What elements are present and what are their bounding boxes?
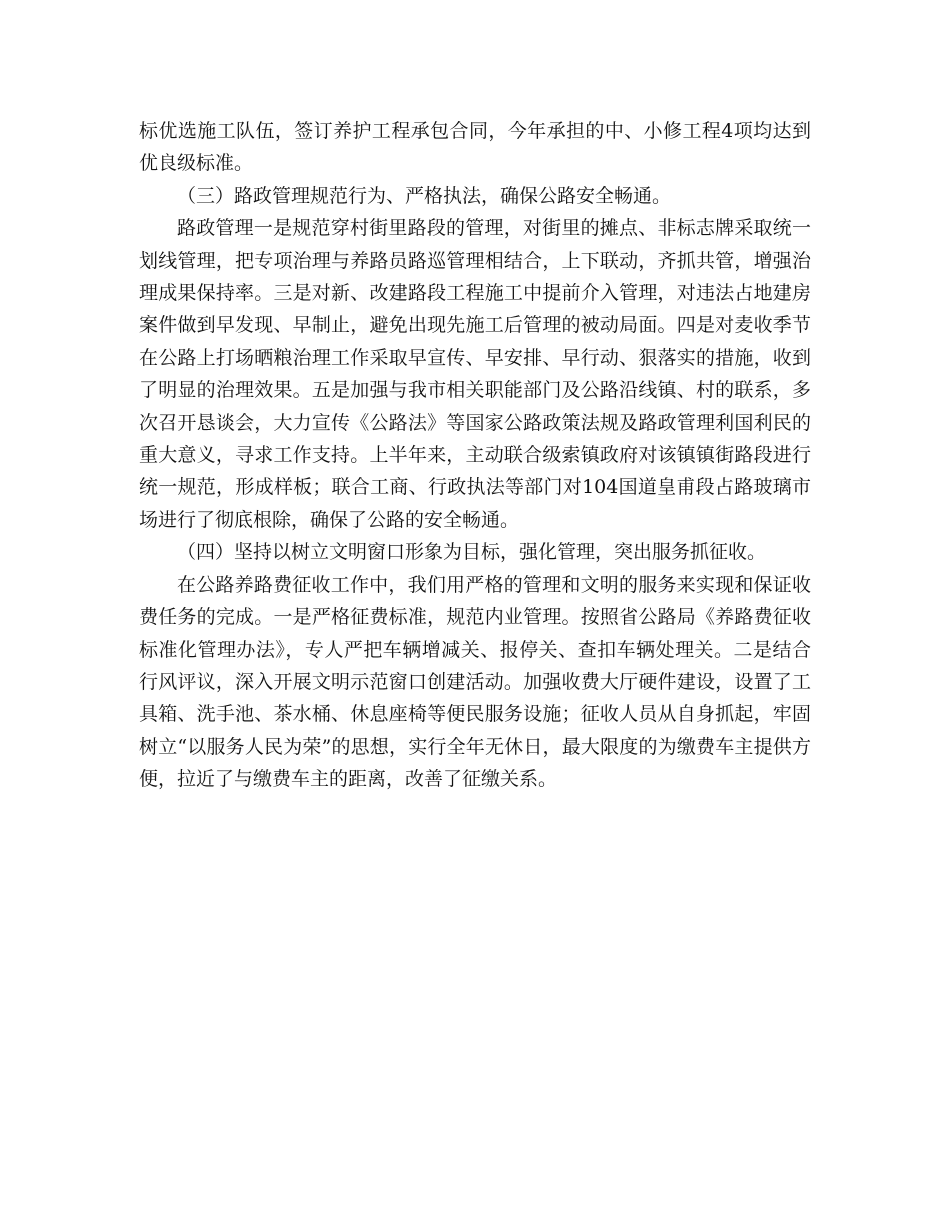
section-heading-4: （四）坚持以树立文明窗口形象为目标，强化管理，突出服务抓征收。 [177, 541, 767, 564]
section-heading-3: （三）路政管理规范行为、严格执法，确保公路安全畅通。 [177, 184, 672, 207]
paragraph-road-administration: 路政管理一是规范穿村街里路段的管理，对街里的摊点、非标志牌采取统一划线管理，把专项治理与养路员路巡管理相结合，上下联动，齐抓共管，增强治理成果保持率。三是对新、改建路段工程施工中提前介入管理，对违法占地建房案件做到早发现、早制止，避免出现先施工后管理的被动局面。四是对麦收季节在公路上打场晒粮治理工作采取早宣传、早安排、早行动、狠落实的措施，收到了明显的治理效果。五是加强与我市相关职能部门及公路沿线镇、村的联系，多次召开恳谈会，大力宣传《公路法》等国家公路政策法规及路政管理利国利民的重大意义，寻求工作支持。上半年来，主动联合级索镇政府对该镇镇街路段进行统一规范，形成样板；联合工商、行政执法等部门对104国道皇甫段占路玻璃市场进行了彻底根除，确保了公路的安全畅通。 [139, 217, 811, 531]
document-body [139, 115, 811, 796]
paragraph-continuation: 标优选施工队伍，签订养护工程承包合同，今年承担的中、小修工程4项均达到优良级标准。 [139, 120, 811, 175]
paragraph-fee-collection: 在公路养路费征收工作中，我们用严格的管理和文明的服务来实现和保证收费任务的完成。一是严格征费标准，规范内业管理。按照省公路局《养路费征收标准化管理办法》，专人严把车辆增减关、报停关、查扣车辆处理关。二是结合行风评议，深入开展文明示范窗口创建活动。加强收费大厅硬件建设，设置了工具箱、洗手池、茶水桶、休息座椅等便民服务设施；征收人员从自身抓起，牢固树立“以服务人民为荣”的思想，实行全年无休日，最大限度的为缴费车主提供方便，拉近了与缴费车主的距离，改善了征缴关系。 [139, 573, 811, 791]
